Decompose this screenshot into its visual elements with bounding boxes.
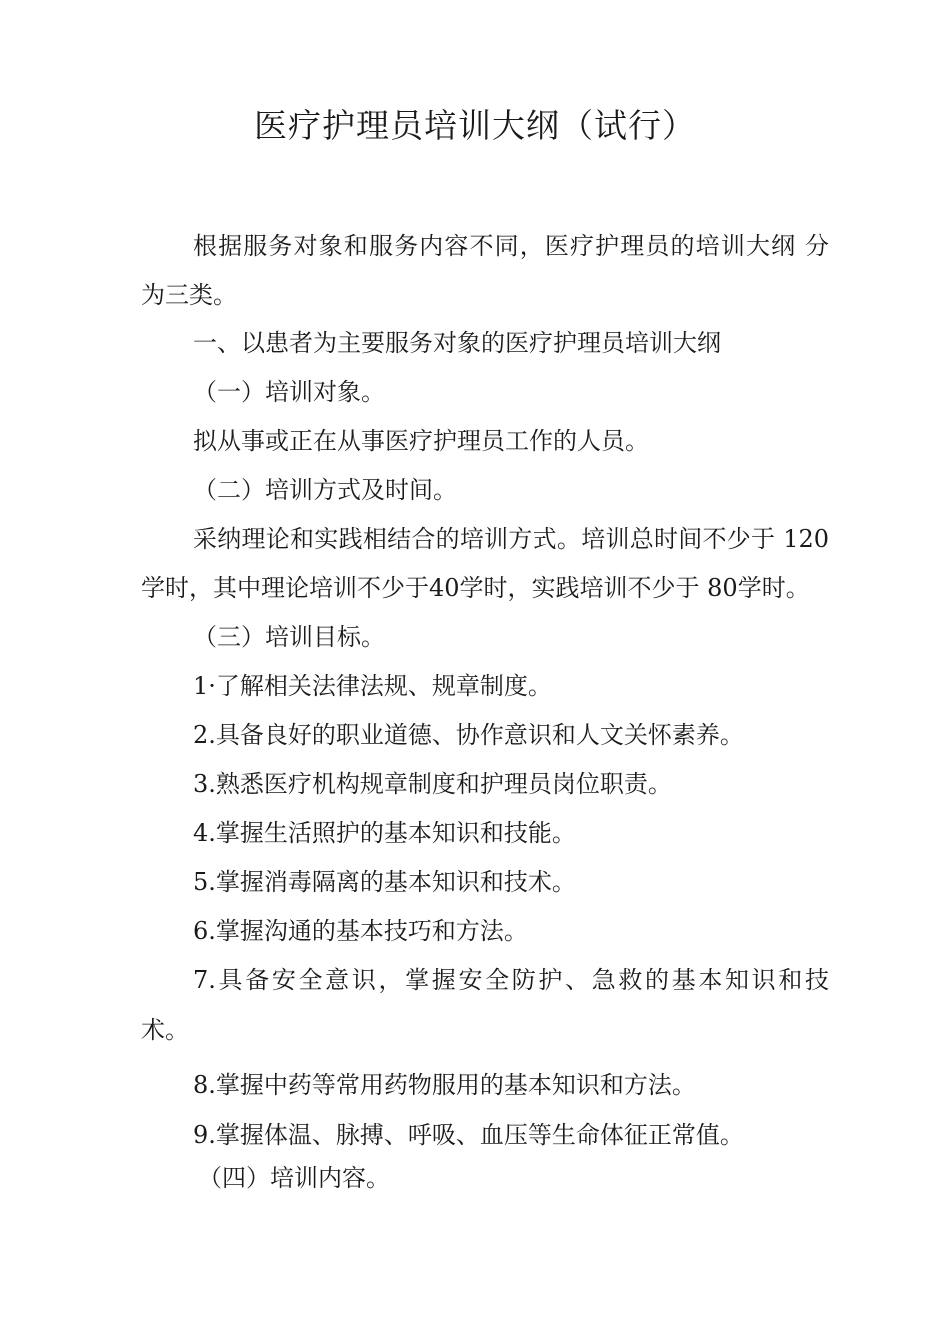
intro-paragraph-line-2: 为三类。 (141, 281, 237, 309)
subsection-heading-3: （三）培训目标。 (193, 623, 385, 651)
goal-item: 9.掌握体温、脉搏、呼吸、血压等生命体征正常值。 (193, 1121, 744, 1149)
goal-item: 8.掌握中药等常用药物服用的基本知识和方法。 (193, 1071, 696, 1099)
goal-item: 3.熟悉医疗机构规章制度和护理员岗位职责。 (193, 770, 672, 798)
subsection-heading-1: （一）培训对象。 (193, 378, 385, 406)
subsection-text-2-line-1: 采纳理论和实践相结合的培训方式。培训总时间不少于 120 (193, 525, 829, 553)
goal-item: 6.掌握沟通的基本技巧和方法。 (193, 917, 528, 945)
subsection-heading-4: （四）培训内容。 (198, 1164, 390, 1192)
section-heading: 一、以患者为主要服务对象的医疗护理员培训大纲 (193, 329, 721, 357)
goal-item: 4.掌握生活照护的基本知识和技能。 (193, 819, 576, 847)
goal-item-continuation: 术。 (141, 1016, 189, 1044)
goal-item: 1·了解相关法律法规、规章制度。 (193, 672, 552, 700)
goal-item: 2.具备良好的职业道德、协作意识和人文关怀素养。 (193, 721, 744, 749)
intro-paragraph-line-1: 根据服务对象和服务内容不同，医疗护理员的培训大纲 分 (193, 232, 829, 260)
subsection-text-2-line-2: 学时，其中理论培训不少于40学时，实践培训不少于 80学时。 (141, 574, 810, 602)
document-title: 医疗护理员培训大纲（试行） (254, 106, 696, 145)
subsection-heading-2: （二）培训方式及时间。 (193, 476, 457, 504)
subsection-text-1: 拟从事或正在从事医疗护理员工作的人员。 (193, 427, 649, 455)
goal-item: 7.具备安全意识，掌握安全防护、急救的基本知识和技 (193, 966, 829, 994)
goal-item: 5.掌握消毒隔离的基本知识和技术。 (193, 868, 576, 896)
